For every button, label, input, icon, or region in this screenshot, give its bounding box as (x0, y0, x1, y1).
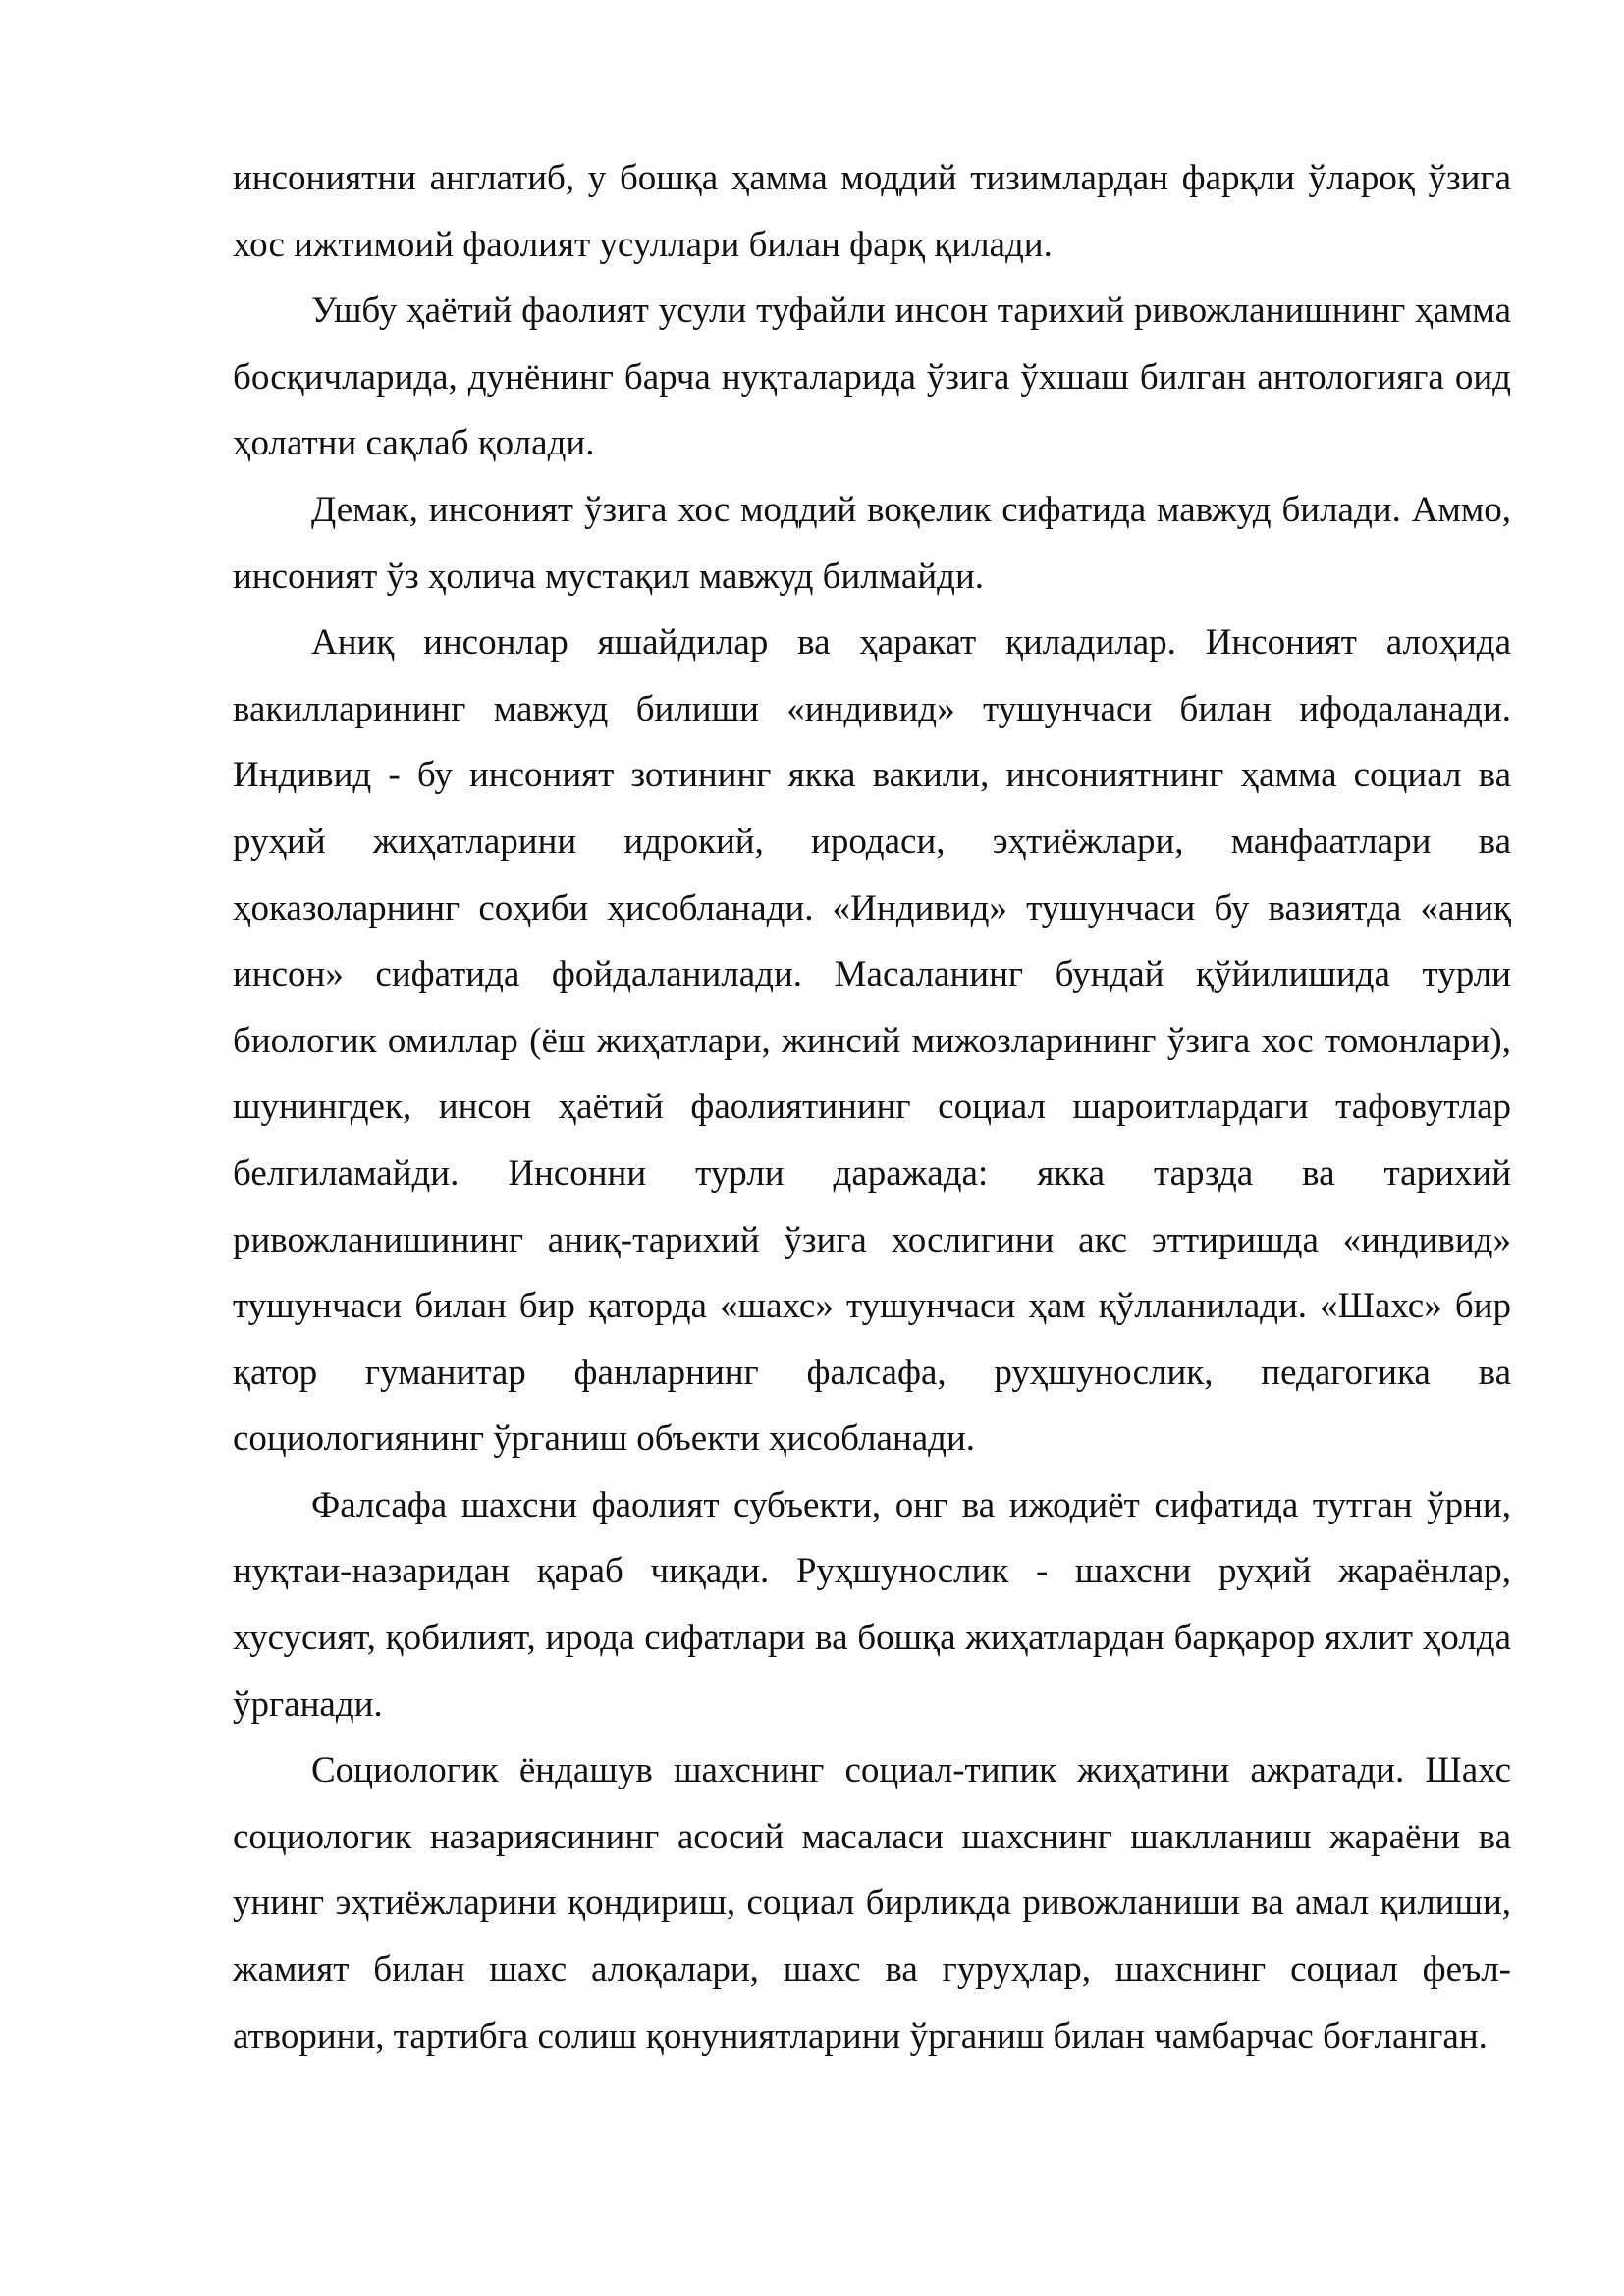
document-page (233, 145, 1511, 2069)
paragraph-4: Аниқ инсонлар яшайдилар ва ҳаракат қиладилар. Инсоният алоҳида вакилларининг мавжуд билиши «индивид» тушунчаси билан ифодаланади. Индивид - бу инсоният зотининг якка вакили, инсониятнинг ҳамма социал ва руҳий жиҳатларини идрокий, иродаси, эҳтиёжлари, манфаатлари ва ҳоказоларнинг соҳиби ҳисобланади. «Индивид» тушунчаси бу вазиятда «аниқ инсон» сифатида фойдаланилади. Масаланинг бундай қўйилишида турли биологик омиллар (ёш жиҳатлари, жинсий мижозларининг ўзига хос томонлари), шунингдек, инсон ҳаётий фаолиятининг социал шароитлардаги тафовутлар белгиламайди. Инсонни турли даражада: якка тарзда ва тарихий ривожланишининг аниқ-тарихий ўзига хослигини акс эттиришда «индивид» тушунчаси билан бир қаторда «шахс» тушунчаси ҳам қўлланилади. «Шахс» бир қатор гуманитар фанларнинг фалсафа, руҳшунослик, педагогика ва социологиянинг ўрганиш объекти ҳисобланади. (233, 622, 1511, 1460)
paragraph-1: инсониятни англатиб, у бошқа ҳамма моддий тизимлардан фарқли ўлароқ ўзига хос ижтимоий фаолият усуллари билан фарқ қилади. (233, 158, 1511, 265)
paragraph-5: Фалсафа шахсни фаолият субъекти, онг ва ижодиёт сифатида тутган ўрни, нуқтаи-назаридан қараб чиқади. Руҳшунослик - шахсни руҳий жараёнлар, хусусият, қобилият, ирода сифатлари ва бошқа жиҳатлардан барқарор яхлит ҳолда ўрганади. (233, 1484, 1511, 1725)
paragraph-3: Демак, инсоният ўзига хос моддий воқелик сифатида мавжуд билади. Аммо, инсоният ўз ҳолича мустақил мавжуд билмайди. (233, 489, 1511, 597)
paragraph-6: Социологик ёндашув шахснинг социал-типик жиҳатини ажратади. Шахс социологик назариясининг асосий масаласи шахснинг шаклланиш жараёни ва унинг эҳтиёжларини қондириш, социал бирликда ривожланиши ва амал қилиши, жамият билан шахс алоқалари, шахс ва гуруҳлар, шахснинг социал феъл-атворини, тартибга солиш қонуниятларини ўрганиш билан чамбарчас боғланган. (233, 1750, 1511, 2056)
paragraph-2: Ушбу ҳаётий фаолият усули туфайли инсон тарихий ривожланишнинг ҳамма босқичларида, дунёнинг барча нуқталарида ўзига ўхшаш билган антологияга оид ҳолатни сақлаб қолади. (233, 291, 1511, 464)
